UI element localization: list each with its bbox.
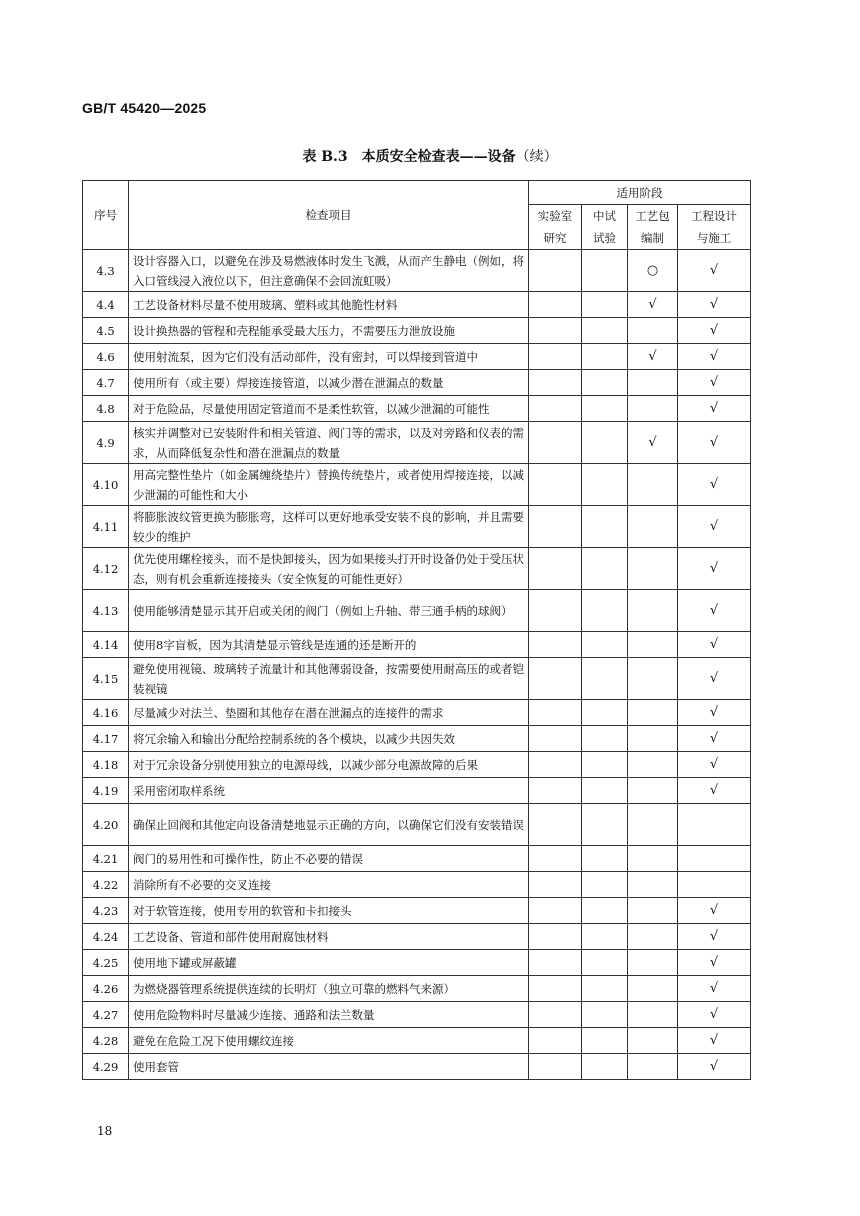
row-mark-engineering: [678, 804, 751, 846]
row-mark-package: [628, 924, 678, 950]
row-item-text: 将冗余输入和输出分配给控制系统的各个模块，以减少共因失效: [129, 726, 529, 752]
row-number: 4.13: [83, 590, 129, 632]
row-number: 4.23: [83, 898, 129, 924]
row-mark-package: [628, 632, 678, 658]
row-mark-package: [628, 370, 678, 396]
row-mark-package: √: [628, 422, 678, 464]
column-engineering-line1: 工程设计: [691, 209, 737, 223]
row-mark-engineering: √: [678, 924, 751, 950]
row-number: 4.8: [83, 396, 129, 422]
row-mark-package: √: [628, 344, 678, 370]
row-item-text: 用高完整性垫片（如金属缠绕垫片）替换传统垫片，或者使用焊接连接，以减少泄漏的可能性和大小: [129, 464, 529, 506]
row-mark-engineering: √: [678, 590, 751, 632]
table-row: [83, 898, 751, 924]
row-mark-pilot: [582, 548, 628, 590]
row-mark-pilot: [582, 1028, 628, 1054]
row-mark-pilot: [582, 778, 628, 804]
row-number: 4.18: [83, 752, 129, 778]
table-row: [83, 396, 751, 422]
table-row: [83, 778, 751, 804]
table-row: [83, 590, 751, 632]
row-mark-engineering: [678, 846, 751, 872]
row-mark-package: [628, 898, 678, 924]
row-mark-pilot: [582, 250, 628, 292]
row-mark-engineering: √: [678, 318, 751, 344]
table-row: [83, 292, 751, 318]
column-seq: 序号: [83, 181, 129, 250]
row-mark-package: [628, 548, 678, 590]
row-mark-engineering: √: [678, 726, 751, 752]
row-mark-engineering: √: [678, 370, 751, 396]
row-item-text: 使用射流泵，因为它们没有活动部件，没有密封，可以焊接到管道中: [129, 344, 529, 370]
column-lab-line2: 研究: [543, 231, 567, 245]
table-row: [83, 872, 751, 898]
row-mark-pilot: [582, 344, 628, 370]
column-engineering: [678, 205, 751, 250]
row-mark-pilot: [582, 464, 628, 506]
row-mark-pilot: [582, 590, 628, 632]
row-mark-package: ○: [628, 250, 678, 292]
row-item-text: 设计换热器的管程和壳程能承受最大压力，不需要压力泄放设施: [129, 318, 529, 344]
row-number: 4.14: [83, 632, 129, 658]
row-item-text: 为燃烧器管理系统提供连续的长明灯（独立可靠的燃料气来源）: [129, 976, 529, 1002]
row-number: 4.26: [83, 976, 129, 1002]
row-mark-package: [628, 1028, 678, 1054]
row-mark-lab: [529, 422, 582, 464]
row-mark-lab: [529, 1054, 582, 1080]
row-number: 4.6: [83, 344, 129, 370]
table-row: [83, 804, 751, 846]
table-body: [83, 250, 751, 1080]
row-item-text: 工艺设备、管道和部件使用耐腐蚀材料: [129, 924, 529, 950]
row-mark-pilot: [582, 422, 628, 464]
row-mark-package: [628, 590, 678, 632]
row-number: 4.9: [83, 422, 129, 464]
row-mark-pilot: [582, 632, 628, 658]
row-mark-engineering: √: [678, 976, 751, 1002]
row-mark-pilot: [582, 506, 628, 548]
table-title-main: 表 B.3 本质安全检查表——设备: [302, 149, 516, 165]
row-number: 4.28: [83, 1028, 129, 1054]
table-title: [0, 146, 860, 166]
row-mark-pilot: [582, 396, 628, 422]
column-pilot-line1: 中试: [593, 209, 616, 223]
row-item-text: 确保止回阀和其他定向设备清楚地显示正确的方向，以确保它们没有安装错误: [129, 804, 529, 846]
row-mark-engineering: √: [678, 700, 751, 726]
table-row: [83, 1002, 751, 1028]
row-mark-pilot: [582, 872, 628, 898]
row-mark-engineering: √: [678, 464, 751, 506]
column-pilot: [582, 205, 628, 250]
row-number: 4.11: [83, 506, 129, 548]
column-lab-line1: 实验室: [537, 209, 573, 223]
row-mark-lab: [529, 344, 582, 370]
row-mark-engineering: √: [678, 658, 751, 700]
column-package-line1: 工艺包: [635, 209, 670, 223]
row-item-text: 核实并调整对已安装附件和相关管道、阀门等的需求，以及对旁路和仪表的需求，从而降低复杂性和潜在泄漏点的数量: [129, 422, 529, 464]
table-row: [83, 950, 751, 976]
row-item-text: 设计容器入口，以避免在涉及易燃液体时发生飞溅，从而产生静电（例如，将入口管线浸入液位以下，但注意确保不会回流虹吸）: [129, 250, 529, 292]
column-pilot-line2: 试验: [593, 231, 616, 245]
row-mark-pilot: [582, 846, 628, 872]
row-number: 4.27: [83, 1002, 129, 1028]
row-mark-lab: [529, 846, 582, 872]
row-item-text: 使用能够清楚显示其开启或关闭的阀门（例如上升轴、带三通手柄的球阀）: [129, 590, 529, 632]
row-mark-pilot: [582, 700, 628, 726]
table-row: [83, 846, 751, 872]
row-mark-lab: [529, 778, 582, 804]
row-mark-package: [628, 976, 678, 1002]
table-row: [83, 318, 751, 344]
row-mark-lab: [529, 898, 582, 924]
row-number: 4.4: [83, 292, 129, 318]
row-mark-engineering: √: [678, 632, 751, 658]
row-mark-lab: [529, 1002, 582, 1028]
row-item-text: 消除所有不必要的交叉连接: [129, 872, 529, 898]
row-mark-engineering: √: [678, 422, 751, 464]
row-number: 4.12: [83, 548, 129, 590]
row-number: 4.24: [83, 924, 129, 950]
row-mark-package: [628, 1054, 678, 1080]
table-row: [83, 700, 751, 726]
row-item-text: 使用套管: [129, 1054, 529, 1080]
row-mark-lab: [529, 548, 582, 590]
table-row: [83, 422, 751, 464]
row-mark-engineering: √: [678, 344, 751, 370]
row-item-text: 尽量减少对法兰、垫圈和其他存在潜在泄漏点的连接件的需求: [129, 700, 529, 726]
row-mark-lab: [529, 752, 582, 778]
row-mark-lab: [529, 1028, 582, 1054]
row-mark-pilot: [582, 1054, 628, 1080]
row-mark-pilot: [582, 950, 628, 976]
row-number: 4.19: [83, 778, 129, 804]
row-item-text: 使用危险物料时尽量减少连接、通路和法兰数量: [129, 1002, 529, 1028]
row-mark-pilot: [582, 924, 628, 950]
table-row: [83, 506, 751, 548]
column-package-line2: 编制: [641, 231, 664, 245]
row-mark-pilot: [582, 804, 628, 846]
row-mark-package: [628, 318, 678, 344]
row-mark-engineering: √: [678, 752, 751, 778]
row-mark-engineering: √: [678, 1028, 751, 1054]
row-mark-package: [628, 658, 678, 700]
row-mark-engineering: √: [678, 396, 751, 422]
row-mark-lab: [529, 804, 582, 846]
row-mark-engineering: √: [678, 778, 751, 804]
column-stage-group: 适用阶段: [529, 181, 751, 205]
row-number: 4.3: [83, 250, 129, 292]
row-mark-package: [628, 396, 678, 422]
row-mark-engineering: √: [678, 506, 751, 548]
row-mark-lab: [529, 370, 582, 396]
row-mark-package: [628, 700, 678, 726]
row-mark-package: √: [628, 292, 678, 318]
row-number: 4.22: [83, 872, 129, 898]
row-mark-lab: [529, 632, 582, 658]
row-mark-pilot: [582, 898, 628, 924]
table-header: [83, 181, 751, 250]
row-mark-package: [628, 752, 678, 778]
row-mark-package: [628, 464, 678, 506]
column-package: [628, 205, 678, 250]
row-mark-engineering: √: [678, 1054, 751, 1080]
row-mark-lab: [529, 924, 582, 950]
row-number: 4.29: [83, 1054, 129, 1080]
row-number: 4.17: [83, 726, 129, 752]
row-item-text: 对于软管连接，使用专用的软管和卡扣接头: [129, 898, 529, 924]
standard-code: GB/T 45420—2025: [82, 100, 207, 116]
row-item-text: 对于危险品，尽量使用固定管道而不是柔性软管，以减少泄漏的可能性: [129, 396, 529, 422]
row-item-text: 将膨胀波纹管更换为膨胀弯，这样可以更好地承受安装不良的影响，并且需要较少的维护: [129, 506, 529, 548]
row-number: 4.25: [83, 950, 129, 976]
row-mark-pilot: [582, 370, 628, 396]
row-item-text: 采用密闭取样系统: [129, 778, 529, 804]
row-mark-pilot: [582, 292, 628, 318]
table-row: [83, 726, 751, 752]
row-mark-package: [628, 872, 678, 898]
checklist-table: [82, 180, 751, 1080]
table-row: [83, 924, 751, 950]
row-item-text: 避免在危险工况下使用螺纹连接: [129, 1028, 529, 1054]
row-number: 4.16: [83, 700, 129, 726]
row-mark-lab: [529, 396, 582, 422]
row-mark-lab: [529, 872, 582, 898]
row-item-text: 阀门的易用性和可操作性，防止不必要的错误: [129, 846, 529, 872]
table-row: [83, 1028, 751, 1054]
row-item-text: 使用所有（或主要）焊接连接管道，以减少潜在泄漏点的数量: [129, 370, 529, 396]
table-row: [83, 658, 751, 700]
table-row: [83, 250, 751, 292]
column-lab: [529, 205, 582, 250]
table-row: [83, 1054, 751, 1080]
row-mark-package: [628, 804, 678, 846]
row-mark-lab: [529, 950, 582, 976]
row-mark-package: [628, 846, 678, 872]
table-row: [83, 752, 751, 778]
row-mark-lab: [529, 590, 582, 632]
row-mark-engineering: √: [678, 548, 751, 590]
row-mark-engineering: √: [678, 1002, 751, 1028]
row-number: 4.21: [83, 846, 129, 872]
row-mark-lab: [529, 292, 582, 318]
table-row: [83, 632, 751, 658]
row-mark-engineering: √: [678, 950, 751, 976]
row-mark-lab: [529, 318, 582, 344]
row-number: 4.10: [83, 464, 129, 506]
row-mark-engineering: √: [678, 250, 751, 292]
column-item: 检查项目: [129, 181, 529, 250]
column-engineering-line2: 与施工: [696, 231, 732, 245]
row-number: 4.20: [83, 804, 129, 846]
table-row: [83, 370, 751, 396]
row-item-text: 避免使用视镜、玻璃转子流量计和其他薄弱设备，按需要使用耐高压的或者铠装视镜: [129, 658, 529, 700]
row-item-text: 使用地下罐或屏蔽罐: [129, 950, 529, 976]
row-mark-lab: [529, 250, 582, 292]
row-mark-pilot: [582, 658, 628, 700]
row-mark-lab: [529, 976, 582, 1002]
table-row: [83, 464, 751, 506]
row-mark-package: [628, 1002, 678, 1028]
table-title-suffix: （续）: [515, 149, 558, 165]
row-mark-engineering: [678, 872, 751, 898]
row-mark-package: [628, 506, 678, 548]
row-mark-lab: [529, 700, 582, 726]
row-mark-package: [628, 778, 678, 804]
row-mark-pilot: [582, 318, 628, 344]
row-number: 4.15: [83, 658, 129, 700]
table-row: [83, 344, 751, 370]
row-item-text: 对于冗余设备分别使用独立的电源母线，以减少部分电源故障的后果: [129, 752, 529, 778]
row-item-text: 使用8字盲板，因为其清楚显示管线是连通的还是断开的: [129, 632, 529, 658]
page-number: 18: [97, 1124, 113, 1138]
row-number: 4.5: [83, 318, 129, 344]
row-mark-pilot: [582, 1002, 628, 1028]
row-mark-lab: [529, 658, 582, 700]
row-mark-lab: [529, 464, 582, 506]
row-mark-engineering: √: [678, 898, 751, 924]
row-number: 4.7: [83, 370, 129, 396]
row-mark-engineering: √: [678, 292, 751, 318]
row-mark-package: [628, 726, 678, 752]
row-mark-pilot: [582, 752, 628, 778]
table-row: [83, 548, 751, 590]
row-mark-pilot: [582, 976, 628, 1002]
row-item-text: 工艺设备材料尽量不使用玻璃、塑料或其他脆性材料: [129, 292, 529, 318]
row-mark-package: [628, 950, 678, 976]
table-row: [83, 976, 751, 1002]
row-mark-lab: [529, 506, 582, 548]
row-mark-lab: [529, 726, 582, 752]
row-item-text: 优先使用螺栓接头，而不是快卸接头，因为如果接头打开时设备仍处于受压状态，则有机会重新连接接头（安全恢复的可能性更好）: [129, 548, 529, 590]
row-mark-pilot: [582, 726, 628, 752]
